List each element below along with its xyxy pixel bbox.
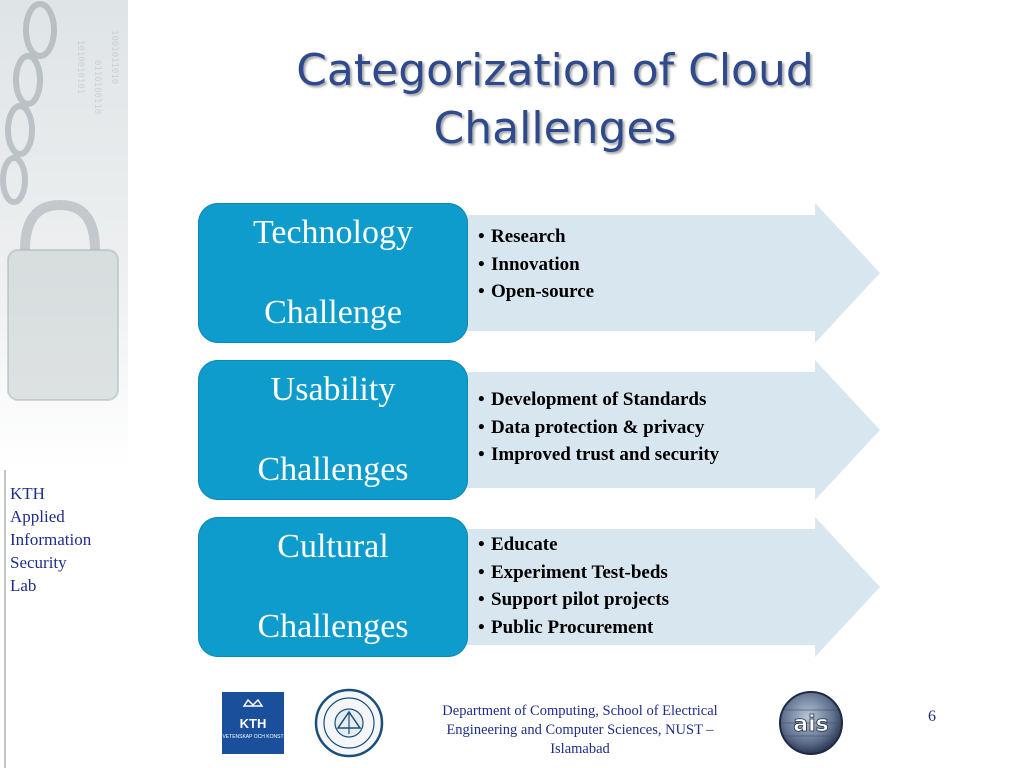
list-item: • Innovation (478, 251, 594, 279)
category-box (198, 517, 468, 657)
svg-text:1001011010: 1001011010 (109, 30, 119, 85)
category-row-technology (0, 203, 1024, 343)
category-row-cultural (0, 517, 1024, 657)
list-item: • Data protection & privacy (478, 414, 719, 442)
lab-name-line: KTH (10, 484, 45, 503)
list-item: • Open-source (478, 278, 594, 306)
lab-name-line: Information (10, 530, 92, 549)
list-item: • Improved trust and security (478, 441, 719, 469)
category-title-line: Challenges (257, 608, 409, 645)
list-item: • Experiment Test-beds (478, 559, 669, 587)
footer-line: Engineering and Computer Sciences, NUST – (446, 722, 714, 738)
category-items-list (478, 223, 594, 306)
lab-name-line: Lab (10, 576, 37, 595)
list-item: • Development of Standards (478, 386, 719, 414)
footer-department-text (405, 702, 755, 759)
slide-title (150, 42, 960, 158)
slide-title-line-1: Categorization of Cloud (296, 45, 814, 96)
category-row-usability (0, 360, 1024, 500)
category-items-list (478, 386, 719, 469)
category-title-line: Usability (270, 371, 396, 408)
ais-logo-text: ais (793, 712, 829, 737)
category-title-line: Challenge (264, 294, 402, 331)
kth-logo (222, 692, 284, 754)
kth-logo-text: KTH (239, 716, 267, 731)
list-item: • Research (478, 223, 594, 251)
ais-logo (778, 690, 844, 756)
category-title-line: Challenges (257, 451, 409, 488)
category-box (198, 360, 468, 500)
footer-line: Islamabad (550, 741, 610, 757)
footer-line: Department of Computing, School of Electrical (442, 703, 718, 719)
list-item: • Support pilot projects (478, 586, 669, 614)
category-box (198, 203, 468, 343)
nust-seal-logo (314, 688, 384, 758)
lab-name-line: Applied (10, 507, 65, 526)
kth-logo-subtext: VETENSKAP OCH KONST (222, 734, 284, 740)
svg-text:1010010101: 1010010101 (75, 40, 85, 95)
list-item: • Educate (478, 531, 669, 559)
slide-title-line-2: Challenges (433, 103, 677, 154)
page-number: 6 (928, 708, 936, 725)
svg-text:0110100110: 0110100110 (92, 60, 102, 115)
category-title-line: Technology (252, 214, 414, 251)
list-item: • Public Procurement (478, 614, 669, 642)
category-items-list (478, 531, 669, 641)
lab-name-line: Security (10, 553, 67, 572)
category-title-line: Cultural (277, 528, 389, 565)
